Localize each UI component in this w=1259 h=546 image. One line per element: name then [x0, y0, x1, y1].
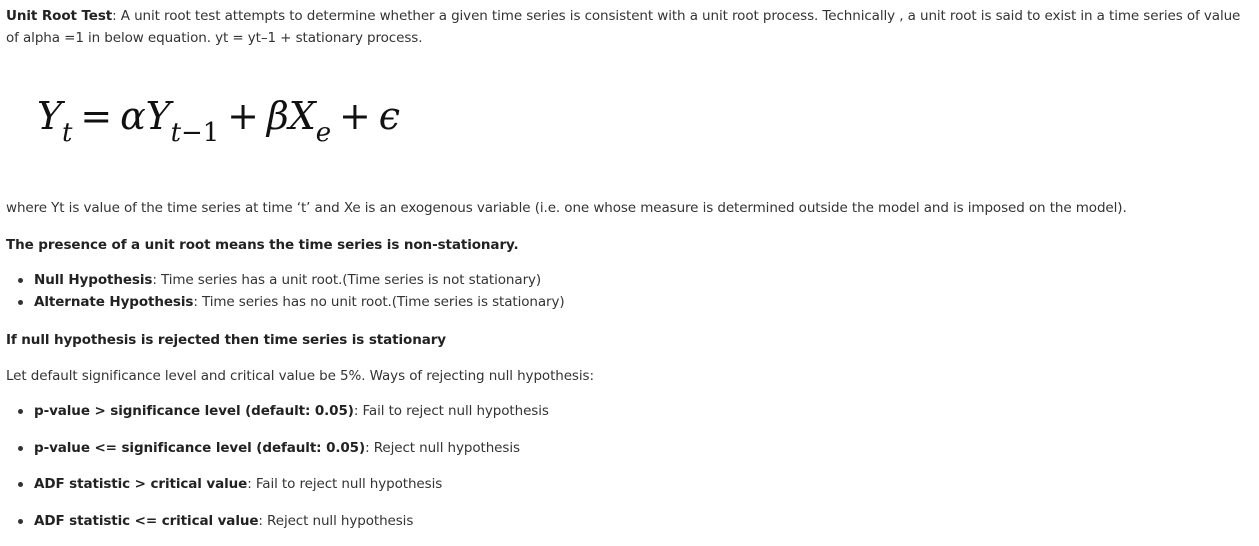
hypothesis-label: Alternate Hypothesis [34, 294, 194, 310]
rule-text: : Fail to reject null hypothesis [353, 403, 549, 419]
rule-label: ADF statistic <= critical value [34, 512, 259, 529]
eq-alpha-term: αY [120, 94, 171, 138]
list-item [16, 473, 549, 495]
eq-alpha-sub [171, 118, 220, 148]
eq-plus-1: + [227, 94, 259, 138]
rule-text: : Reject null hypothesis [258, 512, 414, 529]
intro-text: : A unit root test attempts to determine whether a given time series is consistent with a unit root process. Technically , a unit root is said to exist in a time series of value of alpha =1 in below equation. yt = yt–1 + stationary process. [6, 8, 1241, 46]
eq-beta-sub: e [315, 118, 332, 148]
eq-equals: = [80, 94, 113, 138]
eq-alpha-sub-minus-one: −1 [181, 118, 220, 148]
hypothesis-label: Null Hypothesis [34, 272, 153, 288]
rule-label: ADF statistic > critical value [34, 476, 248, 492]
where-paragraph: where Yt is value of the time series at time ‘t’ and Xe is an exogenous variable (i.e. one whose measure is determined outside the model and is imposed on the model). [6, 200, 1127, 216]
bullet-icon [18, 300, 23, 305]
bullet-icon [18, 278, 23, 283]
bullet-icon [18, 409, 23, 414]
list-item [16, 269, 565, 291]
rule-text: : Fail to reject null hypothesis [247, 476, 443, 492]
eq-lhs-sub: t [62, 118, 73, 148]
intro-paragraph [6, 5, 1254, 49]
eq-beta-term: βX [266, 94, 316, 138]
rejected-paragraph: If null hypothesis is rejected then time series is stationary [6, 332, 446, 348]
eq-plus-2: + [339, 94, 371, 138]
list-item [16, 291, 565, 313]
hypotheses-list [16, 269, 565, 313]
eq-epsilon: ϵ [378, 94, 400, 138]
list-item [16, 510, 549, 532]
rejection-rules-list [16, 400, 549, 546]
bullet-icon [18, 446, 23, 451]
hypothesis-text: : Time series has no unit root.(Time series is stationary) [193, 294, 565, 310]
eq-alpha-sub-t: t [170, 118, 182, 148]
hypothesis-text: : Time series has a unit root.(Time series is not stationary) [152, 272, 542, 288]
unit-root-equation [37, 88, 400, 149]
bullet-icon [18, 482, 23, 487]
list-item [16, 437, 549, 459]
eq-lhs: Y [37, 94, 62, 138]
default-paragraph: Let default significance level and critical value be 5%. Ways of rejecting null hypothesis: [6, 368, 594, 384]
bullet-icon [18, 519, 23, 524]
rule-text: : Reject null hypothesis [365, 439, 520, 456]
list-item [16, 400, 549, 422]
presence-paragraph: The presence of a unit root means the time series is non-stationary. [6, 237, 519, 253]
rule-label: p-value <= significance level (default: 0.05) [34, 439, 366, 456]
rule-label: p-value > significance level (default: 0.05) [34, 403, 354, 419]
intro-heading: Unit Root Test [6, 8, 113, 24]
